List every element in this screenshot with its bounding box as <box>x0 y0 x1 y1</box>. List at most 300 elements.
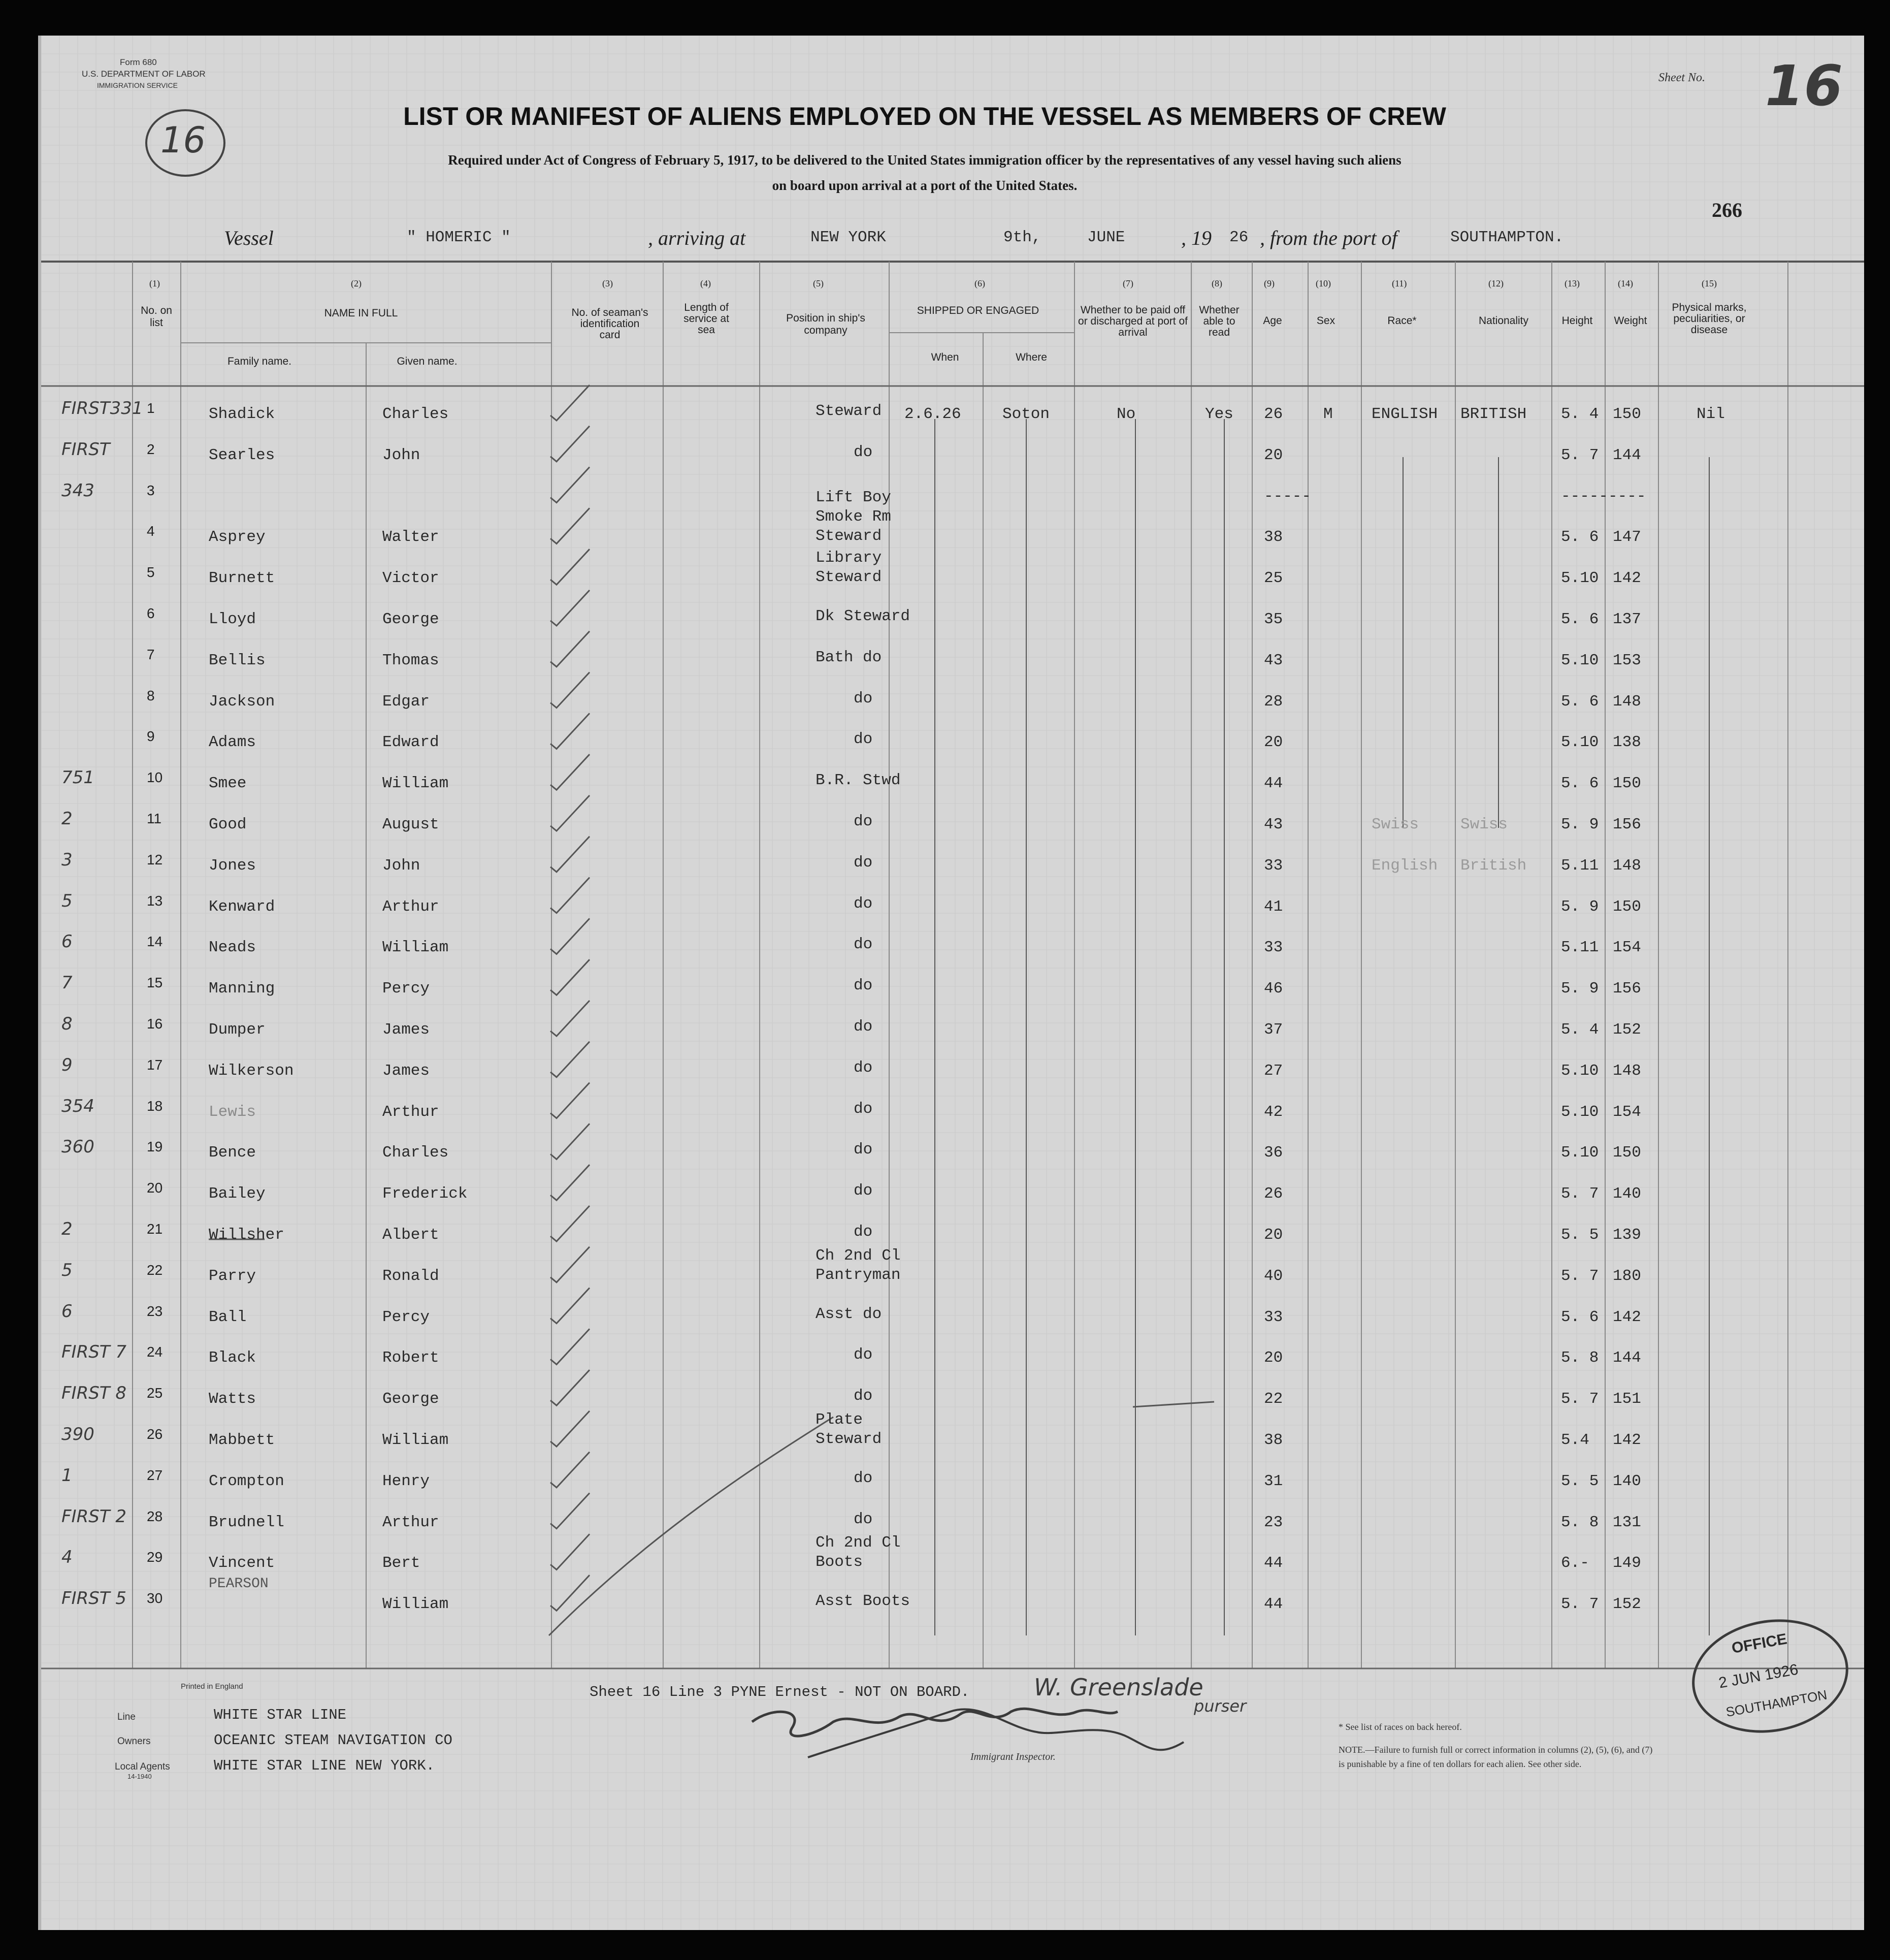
family-name: Ball <box>209 1308 247 1326</box>
weight: 139 <box>1613 1226 1641 1244</box>
position-line-2: Steward <box>816 568 882 587</box>
position: do <box>854 1346 873 1364</box>
position: do <box>854 1182 873 1200</box>
row-number: 25 <box>147 1385 163 1401</box>
nationality: British <box>1460 856 1527 875</box>
given-name: Thomas <box>382 651 439 669</box>
agents-value: WHITE STAR LINE NEW YORK. <box>214 1757 435 1774</box>
shipped-where: Soton <box>1002 405 1050 423</box>
position: Library <box>816 549 882 567</box>
row-number: 5 <box>147 564 155 581</box>
header-family-name: Family name. <box>227 356 292 367</box>
given-name: Charles <box>382 405 449 423</box>
header-id-card: No. of seaman's identification card <box>571 307 648 341</box>
header-weight: Weight <box>1614 315 1647 327</box>
stamp-date: 2 JUN 1926 <box>1717 1661 1800 1692</box>
family-name: Wilkerson <box>209 1062 294 1080</box>
position: do <box>854 1469 873 1487</box>
family-name: Bellis <box>209 651 266 669</box>
margin-annotation: 5 <box>61 1260 73 1280</box>
position: do <box>854 1100 873 1118</box>
able-to-read: Yes <box>1205 405 1233 423</box>
row-number: 15 <box>147 975 163 991</box>
col-num-7: (7) <box>1123 278 1133 288</box>
weight: 142 <box>1613 1308 1641 1326</box>
age: 23 <box>1264 1513 1283 1531</box>
stamp-top-text: OFFICE <box>1730 1630 1788 1657</box>
family-name: Willsher <box>209 1226 284 1244</box>
position-line-2: Steward <box>816 527 882 545</box>
family-name: Asprey <box>209 528 266 547</box>
height: 5. 8 <box>1561 1349 1599 1367</box>
margin-annotation: 2 <box>61 1219 73 1239</box>
margin-annotation: 9 <box>61 1054 73 1075</box>
height: 5. 7 <box>1561 1267 1599 1285</box>
age: 38 <box>1264 1431 1283 1449</box>
weight: 154 <box>1613 1103 1641 1121</box>
inspector-signature <box>41 36 1864 1930</box>
position-line-2: Steward <box>816 1430 882 1448</box>
weight: 180 <box>1613 1267 1641 1285</box>
col-num-10: (10) <box>1316 278 1331 288</box>
col-num-14: (14) <box>1618 278 1633 288</box>
weight: 148 <box>1613 856 1641 875</box>
row-number: 18 <box>147 1098 163 1114</box>
family-name: Searles <box>209 446 275 464</box>
weight: 151 <box>1613 1390 1641 1408</box>
row-number: 13 <box>147 892 163 909</box>
family-name: Jackson <box>209 692 275 711</box>
row-number: 19 <box>147 1139 163 1155</box>
row-number: 29 <box>147 1549 163 1565</box>
given-name: William <box>382 1431 449 1449</box>
height: 5. 6 <box>1561 775 1599 793</box>
row-number: 4 <box>147 523 155 539</box>
given-name: William <box>382 1595 449 1614</box>
margin-annotation: 5 <box>61 890 73 911</box>
position: Asst Boots <box>816 1592 910 1611</box>
vessel-name: " HOMERIC " <box>407 229 511 246</box>
row-number: 3 <box>147 482 155 498</box>
not-on-board-note: Sheet 16 Line 3 PYNE Ernest - NOT ON BOARD. <box>590 1684 970 1700</box>
given-name: George <box>382 1390 439 1408</box>
header-age: Age <box>1263 315 1282 327</box>
height: 5. 7 <box>1561 1185 1599 1203</box>
header-length-service: Length of service at sea <box>683 302 729 336</box>
age: 31 <box>1264 1472 1283 1490</box>
family-name: Black <box>209 1349 256 1367</box>
height: 5. 4 <box>1561 405 1599 423</box>
position: Asst do <box>816 1305 882 1323</box>
col-num-6: (6) <box>974 278 985 288</box>
vessel-label: Vessel <box>224 227 274 249</box>
height: 5.10 <box>1561 651 1599 669</box>
height: 5. 6 <box>1561 611 1599 628</box>
arrival-year: 26 <box>1229 229 1249 246</box>
height: 5. 7 <box>1561 1390 1599 1408</box>
margin-annotation: FIRST 2 <box>61 1506 126 1527</box>
family-name: Jones <box>209 856 256 875</box>
age: 40 <box>1264 1267 1283 1285</box>
family-name: Dumper <box>209 1021 266 1039</box>
family-name: Crompton <box>209 1472 284 1490</box>
races-note: * See list of races on back hereof. <box>1339 1722 1462 1732</box>
age: 20 <box>1264 1226 1283 1244</box>
row-number: 26 <box>147 1426 163 1442</box>
owners-label: Owners <box>117 1736 151 1747</box>
weight: 150 <box>1613 1144 1641 1162</box>
margin-annotation: FIRST 8 <box>61 1383 126 1404</box>
age: 44 <box>1264 775 1283 793</box>
weight: 148 <box>1613 692 1641 711</box>
purser-label: purser <box>1194 1696 1247 1716</box>
col-num-3: (3) <box>602 278 613 288</box>
given-name: Robert <box>382 1349 439 1367</box>
row-number: 16 <box>147 1016 163 1032</box>
header-position: Position in ship's company <box>786 312 865 336</box>
row-number: 28 <box>147 1508 163 1524</box>
header-no-on-list: No. on list <box>141 305 172 329</box>
col-num-15: (15) <box>1702 278 1717 288</box>
weight: 138 <box>1613 733 1641 752</box>
page-number: 266 <box>1712 199 1742 221</box>
form-code: 14-1940 <box>127 1773 152 1780</box>
margin-annotation: 8 <box>61 1014 73 1034</box>
age: 20 <box>1264 733 1283 752</box>
family-name: Neads <box>209 939 256 957</box>
position: Ch 2nd Cl <box>816 1534 901 1552</box>
position: B.R. Stwd <box>816 772 901 790</box>
nationality: Swiss <box>1460 816 1508 833</box>
weight: 147 <box>1613 528 1641 547</box>
weight: 137 <box>1613 611 1641 628</box>
family-name: Good <box>209 816 247 833</box>
height: 5. 7 <box>1561 1595 1599 1614</box>
row-number: 7 <box>147 646 155 662</box>
age: 35 <box>1264 611 1283 628</box>
row-number: 27 <box>147 1467 163 1483</box>
weight: 150 <box>1613 405 1641 423</box>
given-name: Henry <box>382 1472 430 1490</box>
inspector-label: Immigrant Inspector. <box>970 1751 1056 1762</box>
height: 5. 9 <box>1561 980 1599 998</box>
given-name: Percy <box>382 980 430 998</box>
row-number: 8 <box>147 687 155 703</box>
position: do <box>854 853 873 872</box>
row-number: 14 <box>147 934 163 950</box>
stamp-bottom-text: SOUTHAMPTON <box>1724 1687 1829 1720</box>
family-name: Lloyd <box>209 611 256 628</box>
height: 5. 9 <box>1561 816 1599 833</box>
margin-annotation: 390 <box>61 1424 94 1444</box>
row-number: 30 <box>147 1590 163 1606</box>
agents-label: Local Agents <box>115 1761 170 1772</box>
row-number: 6 <box>147 605 155 621</box>
row-number: 24 <box>147 1344 163 1360</box>
header-paid-off: Whether to be paid off or discharged at port of arrival <box>1078 304 1188 338</box>
family-name: Shadick <box>209 405 275 423</box>
given-name: James <box>382 1062 430 1080</box>
margin-annotation: FIRST331 <box>61 398 143 419</box>
subtitle-line-2: on board upon arrival at a port of the United States. <box>772 178 1078 193</box>
height: 5.4 <box>1561 1431 1589 1449</box>
position: do <box>854 1018 873 1036</box>
given-name: Charles <box>382 1144 449 1162</box>
age: 38 <box>1264 528 1283 547</box>
age: 37 <box>1264 1021 1283 1039</box>
age: 33 <box>1264 1308 1283 1326</box>
margin-annotation: 1 <box>61 1465 73 1486</box>
weight: 144 <box>1613 446 1641 464</box>
height: 5. 4 <box>1561 1021 1599 1039</box>
manifest-sheet <box>38 36 1864 1930</box>
position: Smoke Rm <box>816 508 891 526</box>
height: 5. 7 <box>1561 446 1599 464</box>
family-name: Brudnell <box>209 1513 284 1531</box>
age: 46 <box>1264 980 1283 998</box>
subtitle-line-1: Required under Act of Congress of February 5, 1917, to be delivered to the United States immigration officer by the representatives of any vessel having such aliens <box>448 152 1402 168</box>
owners-value: OCEANIC STEAM NAVIGATION CO <box>214 1732 452 1749</box>
age: ----- <box>1264 487 1312 505</box>
age: 44 <box>1264 1554 1283 1572</box>
position: Steward <box>816 402 882 420</box>
weight: 142 <box>1613 1431 1641 1449</box>
col-num-1: (1) <box>149 278 160 288</box>
family-name: Watts <box>209 1390 256 1408</box>
height: 5. 6 <box>1561 1308 1599 1326</box>
weight: 140 <box>1613 1185 1641 1203</box>
height: 5. 6 <box>1561 692 1599 711</box>
row-number: 2 <box>147 441 155 457</box>
position: Dk Steward <box>816 607 910 625</box>
age: 44 <box>1264 1595 1283 1614</box>
height: 5.10 <box>1561 1144 1599 1162</box>
given-name: Arthur <box>382 1513 439 1531</box>
row-number: 12 <box>147 851 163 867</box>
position: do <box>854 977 873 995</box>
fine-note-1: NOTE.—Failure to furnish full or correct information in columns (2), (5), (6), and (7) <box>1339 1745 1653 1755</box>
height: 5. 8 <box>1561 1513 1599 1531</box>
given-name: Arthur <box>382 1103 439 1121</box>
paid-off: No <box>1117 405 1136 423</box>
row-number: 23 <box>147 1303 163 1319</box>
weight: 153 <box>1613 651 1641 669</box>
circled-number: 16 <box>160 119 206 161</box>
given-name: Percy <box>382 1308 430 1326</box>
row-number: 17 <box>147 1056 163 1073</box>
from-label: , from the port of <box>1260 227 1397 249</box>
margin-annotation: 6 <box>61 1301 73 1322</box>
header-where: Where <box>1016 351 1047 363</box>
weight: 140 <box>1613 1472 1641 1490</box>
weight: 142 <box>1613 569 1641 588</box>
position: Ch 2nd Cl <box>816 1246 901 1265</box>
weight: 149 <box>1613 1554 1641 1572</box>
line-value: WHITE STAR LINE <box>214 1707 347 1723</box>
margin-annotation: 751 <box>61 767 94 788</box>
row-number: 1 <box>147 400 155 416</box>
height: 5. 5 <box>1561 1226 1599 1244</box>
family-name: Parry <box>209 1267 256 1285</box>
family-name: Adams <box>209 733 256 752</box>
height: 5.11 <box>1561 939 1599 957</box>
given-name: William <box>382 939 449 957</box>
row-number: 22 <box>147 1262 163 1278</box>
nationality: BRITISH <box>1460 405 1527 423</box>
sheet-label: Sheet No. <box>1658 71 1705 84</box>
family-name: Bailey <box>209 1185 266 1203</box>
position: do <box>854 1223 873 1241</box>
position: do <box>854 1058 873 1077</box>
header-height: Height <box>1561 315 1593 327</box>
position: do <box>854 936 873 954</box>
height: --------- <box>1561 487 1646 505</box>
col-num-2: (2) <box>351 278 362 288</box>
race: Swiss <box>1372 816 1419 833</box>
position: do <box>854 443 873 461</box>
row-number: 9 <box>147 728 155 745</box>
year-prefix: , 19 <box>1181 227 1212 249</box>
age: 42 <box>1264 1103 1283 1121</box>
arrival-month: JUNE <box>1087 229 1125 246</box>
given-name: Albert <box>382 1226 439 1244</box>
row-number: 10 <box>147 769 163 786</box>
arrival-day: 9th, <box>1003 229 1041 246</box>
margin-annotation: 360 <box>61 1137 94 1158</box>
form-number: Form 680 <box>120 57 157 67</box>
given-name: Edgar <box>382 692 430 711</box>
shipped-when: 2.6.26 <box>904 405 961 423</box>
position: do <box>854 1387 873 1405</box>
row-number: 20 <box>147 1180 163 1196</box>
margin-annotation: 354 <box>61 1096 94 1116</box>
margin-annotation: 3 <box>61 849 73 870</box>
position: do <box>854 894 873 913</box>
header-name-in-full: NAME IN FULL <box>324 307 398 319</box>
age: 43 <box>1264 816 1283 833</box>
margin-annotation: FIRST <box>61 439 110 460</box>
row-number: 21 <box>147 1221 163 1237</box>
age: 33 <box>1264 939 1283 957</box>
col-num-13: (13) <box>1565 278 1580 288</box>
weight: 156 <box>1613 816 1641 833</box>
position: do <box>854 1141 873 1159</box>
family-name: Kenward <box>209 897 275 916</box>
printed-in: Printed in England <box>181 1682 243 1691</box>
header-physical-marks: Physical marks, peculiarities, or disease <box>1672 302 1747 336</box>
family-name: Burnett <box>209 569 275 588</box>
given-name: John <box>382 446 420 464</box>
height: 5.10 <box>1561 569 1599 588</box>
weight: 156 <box>1613 980 1641 998</box>
arrival-port: NEW YORK <box>810 229 886 246</box>
weight: 144 <box>1613 1349 1641 1367</box>
given-name: Edward <box>382 733 439 752</box>
weight: 148 <box>1613 1062 1641 1080</box>
col-num-5: (5) <box>813 278 824 288</box>
age: 43 <box>1264 651 1283 669</box>
weight: 131 <box>1613 1513 1641 1531</box>
height: 5. 6 <box>1561 528 1599 547</box>
given-name: August <box>382 816 439 833</box>
race: ENGLISH <box>1372 405 1438 423</box>
row-number: 11 <box>147 811 162 826</box>
height: 5. 5 <box>1561 1472 1599 1490</box>
family-name: Mabbett <box>209 1431 275 1449</box>
family-name: Smee <box>209 775 247 793</box>
from-port: SOUTHAMPTON. <box>1450 229 1564 246</box>
weight: 152 <box>1613 1021 1641 1039</box>
position: Lift Boy <box>816 488 891 506</box>
weight: 154 <box>1613 939 1641 957</box>
position: do <box>854 689 873 708</box>
age: 26 <box>1264 1185 1283 1203</box>
header-sex: Sex <box>1316 315 1335 327</box>
given-name: Frederick <box>382 1185 468 1203</box>
physical-marks: Nil <box>1697 405 1725 423</box>
age: 36 <box>1264 1144 1283 1162</box>
margin-annotation: 4 <box>61 1547 73 1568</box>
margin-annotation: 7 <box>61 973 73 993</box>
sex: M <box>1323 405 1333 423</box>
given-name: Ronald <box>382 1267 439 1285</box>
given-name: John <box>382 856 420 875</box>
service-label: IMMIGRATION SERVICE <box>97 81 178 89</box>
position: Bath do <box>816 648 882 666</box>
height: 5.11 <box>1561 856 1599 875</box>
page-title: LIST OR MANIFEST OF ALIENS EMPLOYED ON THE VESSEL AS MEMBERS OF CREW <box>403 102 1446 131</box>
given-name: William <box>382 775 449 793</box>
fine-note-2: is punishable by a fine of ten dollars for each alien. See other side. <box>1339 1759 1582 1769</box>
age: 28 <box>1264 692 1283 711</box>
age: 20 <box>1264 1349 1283 1367</box>
header-race: Race* <box>1387 315 1417 327</box>
given-name: George <box>382 611 439 628</box>
given-name: Arthur <box>382 897 439 916</box>
line-label: Line <box>117 1712 136 1722</box>
col-num-9: (9) <box>1264 278 1275 288</box>
age: 33 <box>1264 856 1283 875</box>
col-num-11: (11) <box>1392 278 1407 288</box>
family-name: Lewis <box>209 1103 256 1121</box>
family-name: PEARSON <box>209 1576 269 1592</box>
margin-annotation: 6 <box>61 931 73 952</box>
height: 5. 9 <box>1561 897 1599 916</box>
purser-signature: W. Greenslade <box>1034 1674 1203 1701</box>
height: 5.10 <box>1561 1103 1599 1121</box>
height: 5.10 <box>1561 733 1599 752</box>
age: 41 <box>1264 897 1283 916</box>
position-line-2: Pantryman <box>816 1266 901 1284</box>
family-name: Bence <box>209 1144 256 1162</box>
col-num-4: (4) <box>700 278 711 288</box>
margin-annotation: 2 <box>61 809 73 829</box>
given-name: James <box>382 1021 430 1039</box>
given-name: Bert <box>382 1554 420 1572</box>
weight: 150 <box>1613 897 1641 916</box>
header-given-name: Given name. <box>397 356 458 367</box>
margin-annotation: 343 <box>61 480 94 501</box>
family-name: Manning <box>209 980 275 998</box>
given-name: Victor <box>382 569 439 588</box>
header-when: When <box>931 351 959 363</box>
age: 25 <box>1264 569 1283 588</box>
margin-annotation: FIRST 7 <box>61 1342 126 1363</box>
sheet-number: 16 <box>1765 53 1843 118</box>
col-num-8: (8) <box>1212 278 1222 288</box>
age: 27 <box>1264 1062 1283 1080</box>
position: do <box>854 1510 873 1528</box>
